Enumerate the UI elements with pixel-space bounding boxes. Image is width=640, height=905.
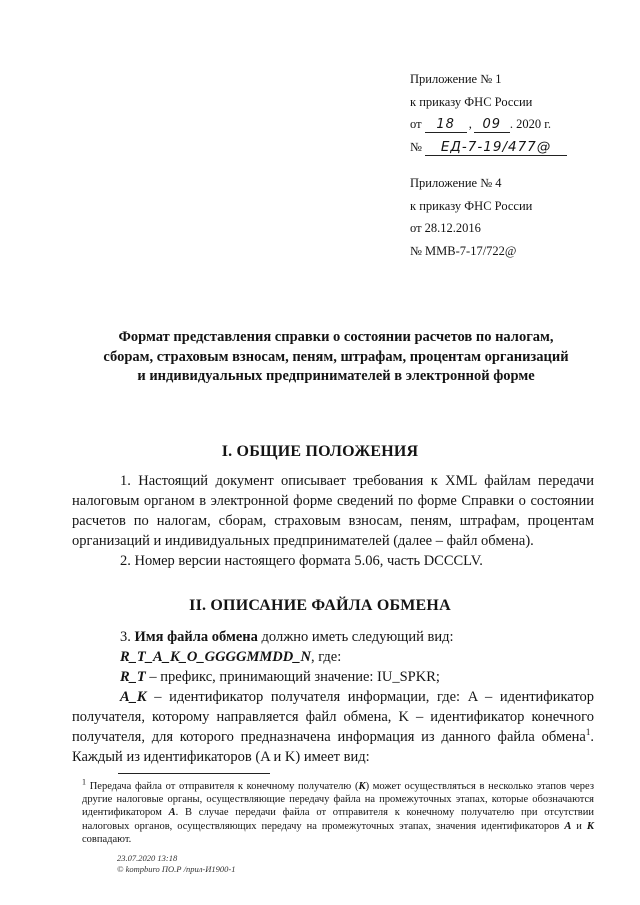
- format-title: Формат представления справки о состоянии расчетов по налогам, сборам, страховым взносам, пеням, штрафам, процентам организаций и индивидуальных предпринимателей в электронной форме: [103, 329, 569, 384]
- appendix-1-date: от 18 , 09 . 2020 г.: [410, 117, 552, 132]
- file-name-term: Имя файла обмена: [134, 629, 258, 645]
- appendix-1-title: Приложение № 1: [410, 72, 502, 86]
- appendix-1-order: к приказу ФНС России: [410, 94, 533, 109]
- recipient-identifier-definition: A_K – идентификатор получателя информации, где: A – идентификатор получателя, которому направляется файл обмена, K – идентификатор конечного получателя, для которого предназначена информация из данного файла обмена$^1$. Каждый из идентификаторов (A и K) имеет вид:: [72, 689, 594, 765]
- file-name-pattern: R_T_A_K_O_GGGGMMDD_N: [120, 649, 311, 665]
- handwritten-order-number: ЕД-7-19/477@: [425, 140, 567, 156]
- prefix-definition: R_T – префикс, принимающий значение: IU_SPKR;: [120, 669, 440, 685]
- section-1-body: [72, 471, 594, 571]
- paragraph-2: 2. Номер версии настоящего формата 5.06, часть DCCCLV.: [120, 553, 483, 569]
- appendix-4-order: к приказу ФНС России: [410, 198, 533, 213]
- section-2-body: [72, 627, 594, 767]
- footnote-ref: 1: [585, 727, 591, 738]
- handwritten-month: 09: [474, 117, 510, 133]
- file-name-pattern-line: R_T_A_K_O_GGGGMMDD_N, где:: [120, 649, 342, 665]
- paragraph-1: 1. Настоящий документ описывает требования к XML файлам передачи налоговым органом в электронной форме сведений по форме Справки о состоянии расчетов по налогам, сборам, страховым взносам, пеням, штрафам, процентам организаций и индивидуальных предпринимателей (далее – файл обмена).: [72, 473, 594, 549]
- footnote-mark: 1: [82, 777, 86, 787]
- footnote-separator: [118, 773, 270, 774]
- appendix-4-number: № ММВ-7-17/722@: [410, 243, 517, 258]
- appendix-4-block: [410, 172, 630, 262]
- appendix-1-block: [410, 68, 630, 158]
- section-2-heading: II. ОПИСАНИЕ ФАЙЛА ОБМЕНА: [189, 597, 451, 614]
- appendix-4-date: от 28.12.2016: [410, 221, 481, 235]
- footnote: $^1$ Передача файла от отправителя к конечному получателю (К) может осуществляться в несколько этапов через другие налоговые органы, осуществляющие передачу файла на промежуточных этапах, которые обозначаются идентификатором А. В случае передачи файла от отправителя к конечному получателю при отсутствии налоговых органов, осуществляющих передачу на промежуточных этапах, значения идентификаторов А и К совпадают.: [82, 777, 595, 845]
- appendix-1-number: № ЕД-7-19/477@: [410, 136, 630, 159]
- section-1-heading: I. ОБЩИЕ ПОЛОЖЕНИЯ: [221, 443, 419, 460]
- paragraph-3: 3. Имя файла обмена должно иметь следующий вид:: [120, 629, 454, 645]
- appendix-4-title: Приложение № 4: [410, 176, 502, 190]
- handwritten-day: 18: [425, 117, 467, 133]
- print-stamp: 23.07.2020 13:18 © kompburo ПО.Р /прил-И1900-1: [117, 853, 236, 874]
